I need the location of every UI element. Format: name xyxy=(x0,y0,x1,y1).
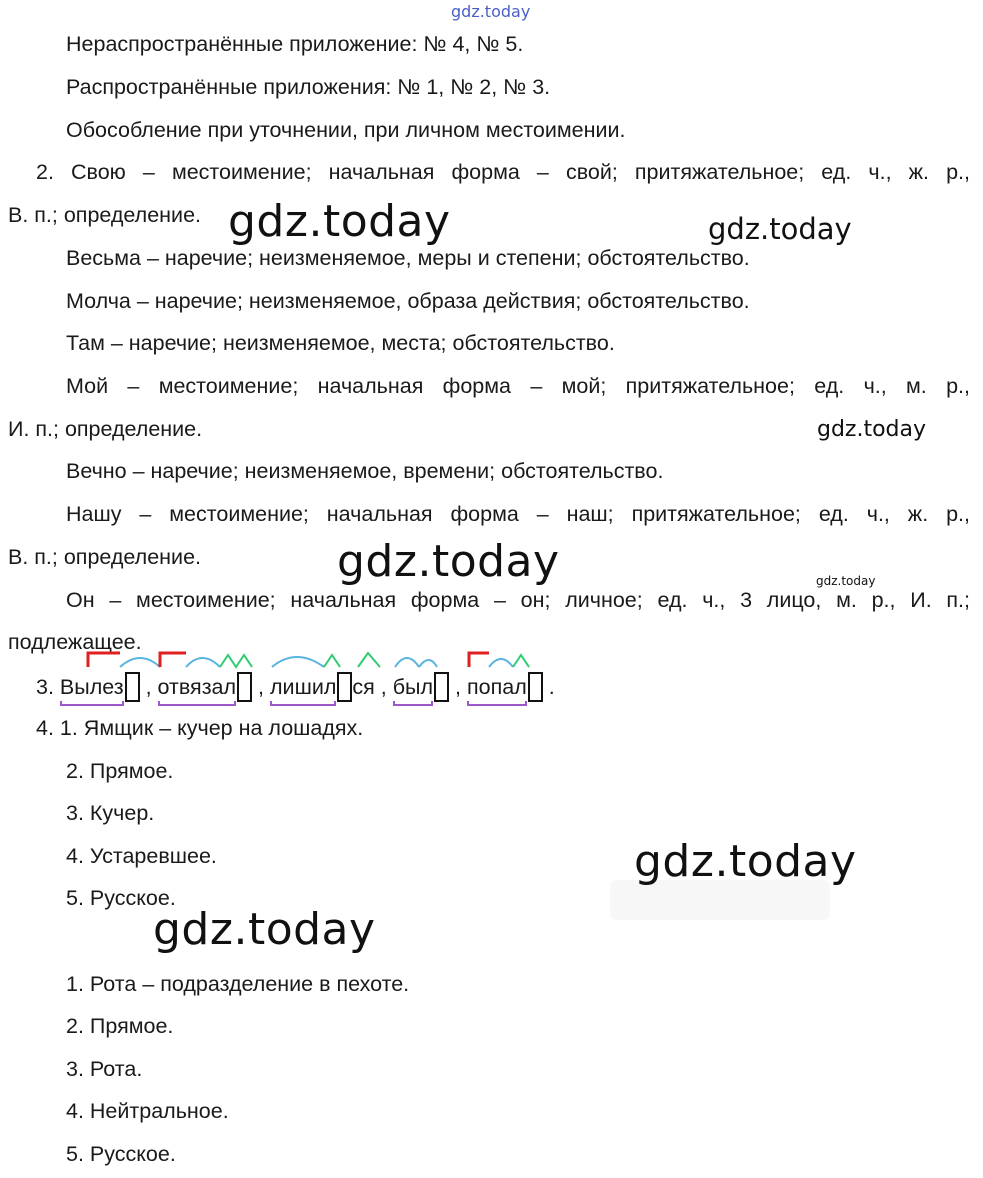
ending-box xyxy=(528,672,543,702)
text-line: Распространённые приложения: № 1, № 2, № 3. xyxy=(66,75,551,99)
text-line: 2. Свою – местоимение; начальная форма – свой; притяжательное; ед. ч., ж. р., xyxy=(36,160,970,184)
ending-box xyxy=(237,672,252,702)
word-lishilsya xyxy=(270,673,336,701)
watermark-top: gdz.today xyxy=(451,2,531,21)
separator: , xyxy=(145,675,152,699)
text-line: Он – местоимение; начальная форма – он; личное; ед. ч., 3 лицо, м. р., И. п.; xyxy=(66,588,970,612)
watermark: gdz.today xyxy=(634,836,857,887)
watermark: gdz.today xyxy=(153,904,376,955)
ending-box xyxy=(434,672,449,702)
word-text: Вылез xyxy=(59,675,124,699)
watermark: gdz.today xyxy=(816,574,876,588)
text-line: Нашу – местоимение; начальная форма – наш; притяжательное; ед. ч., ж. р., xyxy=(66,502,970,526)
list-item: 5. Русское. xyxy=(66,886,176,910)
stem-underline xyxy=(60,701,124,706)
text-line: подлежащее. xyxy=(8,630,142,654)
text-line: Там – наречие; неизменяемое, места; обстоятельство. xyxy=(66,331,615,355)
list-item: 1. Рота – подразделение в пехоте. xyxy=(66,972,410,996)
list-item: 4. Устаревшее. xyxy=(66,844,217,868)
separator: , xyxy=(258,675,265,699)
list-item: 4. Нейтральное. xyxy=(66,1099,229,1123)
list-item: 4. 1. Ямщик – кучер на лошадях. xyxy=(36,716,364,740)
morpheme-marks xyxy=(467,649,537,673)
list-item: 3. Рота. xyxy=(66,1057,143,1081)
morpheme-marks xyxy=(158,649,254,673)
list-item: 2. Прямое. xyxy=(66,759,174,783)
watermark: gdz.today xyxy=(337,536,560,587)
morpheme-marks xyxy=(60,649,136,673)
ending-box xyxy=(337,672,352,702)
text-line: Вечно – наречие; неизменяемое, времени; обстоятельство. xyxy=(66,459,664,483)
text-line: Обособление при уточнении, при личном местоимении. xyxy=(66,118,626,142)
text-line: Молча – наречие; неизменяемое, образа действия; обстоятельство. xyxy=(66,289,750,313)
separator: , xyxy=(380,675,387,699)
watermark: gdz.today xyxy=(817,417,927,442)
separator: , xyxy=(455,675,462,699)
word-popal xyxy=(467,673,527,701)
text-line: И. п.; определение. xyxy=(8,417,203,441)
watermark: gdz.today xyxy=(708,212,852,246)
postfix xyxy=(352,673,374,701)
stem-underline xyxy=(393,701,433,706)
word-byl xyxy=(393,673,433,701)
word-text: был xyxy=(392,675,434,699)
text-line: Мой – местоимение; начальная форма – мой; притяжательное; ед. ч., м. р., xyxy=(66,374,970,398)
item-number: 3. xyxy=(36,675,60,699)
list-item: 5. Русское. xyxy=(66,1142,176,1166)
separator: . xyxy=(548,675,555,699)
stem-underline xyxy=(158,701,237,706)
text-line: В. п.; определение. xyxy=(8,203,201,227)
word-text: попал xyxy=(467,675,527,699)
text-line: В. п.; определение. xyxy=(8,545,201,569)
word-text: отвязал xyxy=(157,675,237,699)
morpheme-analysis-line xyxy=(36,672,555,702)
list-item: 2. Прямое. xyxy=(66,1014,174,1038)
word-text: лишил xyxy=(270,675,337,699)
word-otvyazal xyxy=(158,673,237,701)
word-text: ся xyxy=(352,675,375,699)
watermark: gdz.today xyxy=(228,196,451,247)
morpheme-marks xyxy=(393,649,443,673)
morpheme-marks xyxy=(270,649,390,673)
ending-box xyxy=(125,672,140,702)
text-line: Весьма – наречие; неизменяемое, меры и степени; обстоятельство. xyxy=(66,246,750,270)
list-item: 3. Кучер. xyxy=(66,801,155,825)
word-vylez xyxy=(60,673,124,701)
text-line: Нераспространённые приложение: № 4, № 5. xyxy=(66,32,524,56)
stem-underline xyxy=(270,701,336,706)
stem-underline xyxy=(467,701,527,706)
